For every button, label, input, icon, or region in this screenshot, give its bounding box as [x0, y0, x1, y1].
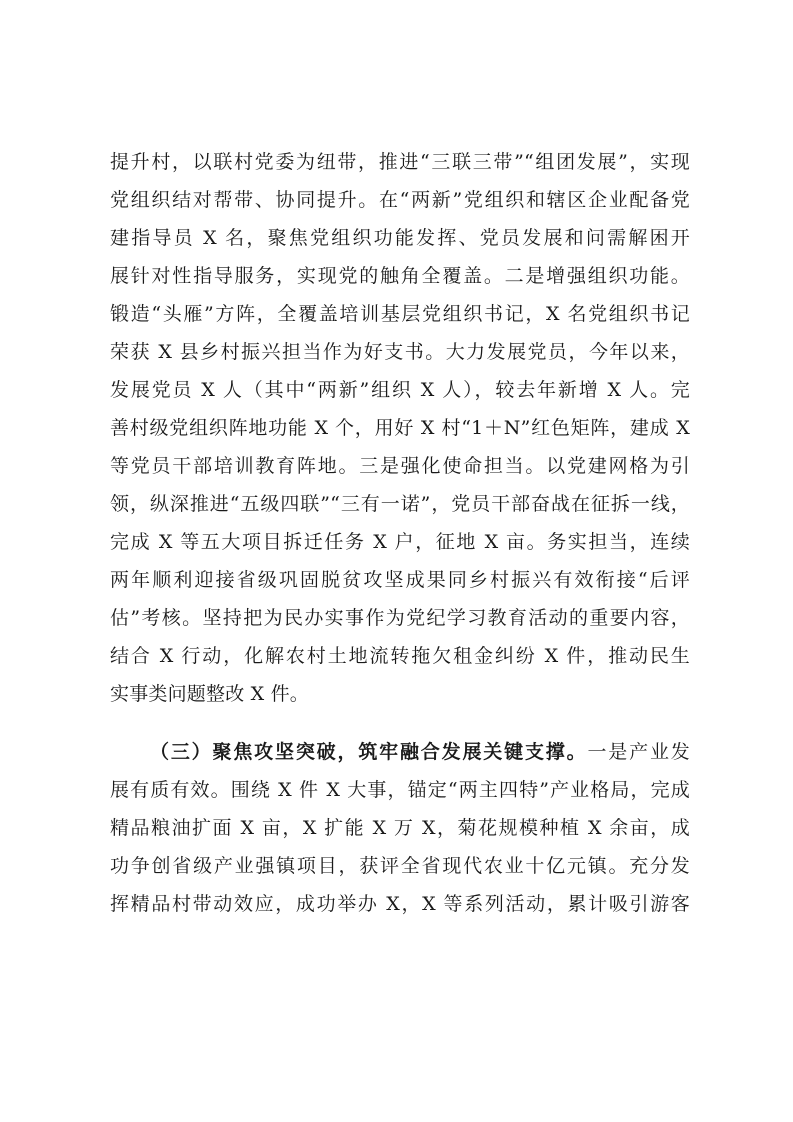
paragraph-1-line: 领，纵深推进“五级四联”“三有一诺”，党员干部奋战在征拆一线， [110, 493, 690, 515]
paragraph-2-first-line-text: 一是产业发 [587, 741, 690, 763]
paragraph-1-line: 实事类问题整改 X 件。 [110, 683, 310, 705]
paragraph-1-line: 估”考核。坚持把为民办实事作为党纪学习教育活动的重要内容， [110, 607, 690, 629]
paragraph-1-line: 结合 X 行动，化解农村土地流转拖欠租金纠纷 X 件，推动民生 [110, 645, 690, 667]
paragraph-1-line: 发展党员 X 人（其中“两新”组织 X 人），较去年新增 X 人。完 [110, 379, 690, 401]
paragraph-1-line: 党组织结对帮带、协同提升。在“两新”党组织和辖区企业配备党 [110, 189, 690, 211]
section-heading: （三）聚焦攻坚突破，筑牢融合发展关键支撑。 [150, 741, 588, 763]
paragraph-1-line: 善村级党组织阵地功能 X 个，用好 X 村“1＋N”红色矩阵，建成 X [110, 417, 690, 439]
paragraph-1-line: 提升村，以联村党委为纽带，推进“三联三带”“组团发展”，实现 [110, 151, 690, 173]
paragraph-2-first-line [150, 738, 690, 766]
paragraph-1-line: 建指导员 X 名，聚焦党组织功能发挥、党员发展和问需解困开 [110, 227, 690, 249]
paragraph-1-line: 锻造“头雁”方阵，全覆盖培训基层党组织书记，X 名党组织书记 [110, 303, 690, 325]
paragraph-2-line: 精品粮油扩面 X 亩，X 扩能 X 万 X，菊花规模种植 X 余亩，成 [110, 817, 690, 839]
paragraph-2-line: 展有质有效。围绕 X 件 X 大事，锚定“两主四特”产业格局，完成 [110, 779, 690, 801]
paragraph-1-line: 完成 X 等五大项目拆迁任务 X 户，征地 X 亩。务实担当，连续 [110, 531, 690, 553]
paragraph-1-line: 展针对性指导服务，实现党的触角全覆盖。二是增强组织功能。 [110, 265, 690, 287]
paragraph-1-line: 两年顺利迎接省级巩固脱贫攻坚成果同乡村振兴有效衔接“后评 [110, 569, 690, 591]
paragraph-2-line: 挥精品村带动效应，成功举办 X，X 等系列活动，累计吸引游客 [110, 893, 690, 915]
paragraph-1-line: 等党员干部培训教育阵地。三是强化使命担当。以党建网格为引 [110, 455, 690, 477]
paragraph-1-line: 荣获 X 县乡村振兴担当作为好支书。大力发展党员，今年以来， [110, 341, 690, 363]
paragraph-2-line: 功争创省级产业强镇项目，获评全省现代农业十亿元镇。充分发 [110, 855, 690, 877]
